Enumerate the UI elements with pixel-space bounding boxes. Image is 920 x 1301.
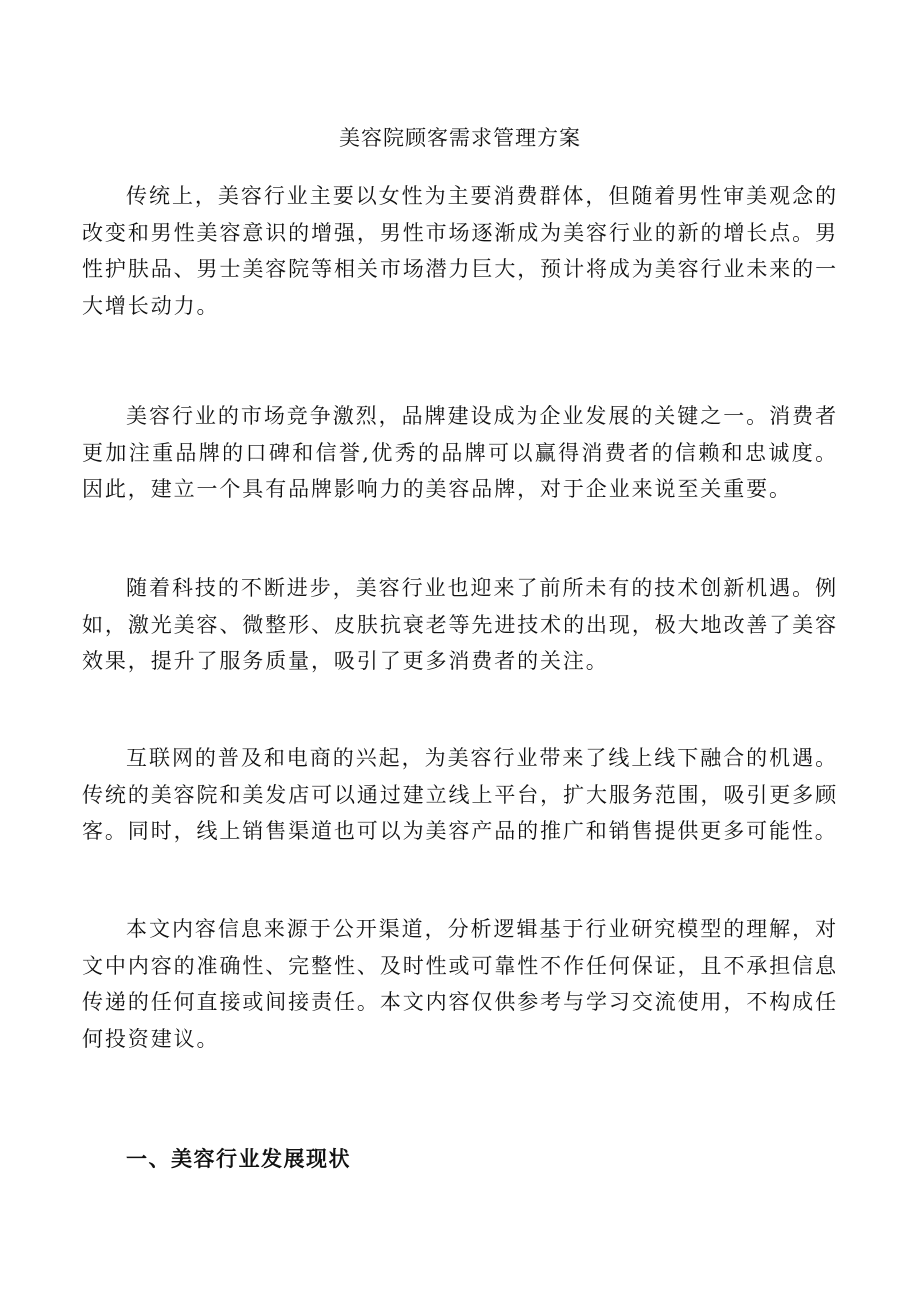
paragraph-technology-innovation: 随着科技的不断进步，美容行业也迎来了前所未有的技术创新机遇。例如，激光美容、微整形、皮肤抗衰老等先进技术的出现，极大地改善了美容效果，提升了服务质量，吸引了更多消费者的关注。 (82, 576, 838, 673)
paragraph-online-offline: 互联网的普及和电商的兴起，为美容行业带来了线上线下融合的机遇。传统的美容院和美发店可以通过建立线上平台，扩大服务范围，吸引更多顾客。同时，线上销售渠道也可以为美容产品的推广和销售提供更多可能性。 (82, 746, 838, 843)
paragraph-male-market: 传统上，美容行业主要以女性为主要消费群体，但随着男性审美观念的改变和男性美容意识的增强，男性市场逐渐成为美容行业的新的增长点。男性护肤品、男士美容院等相关市场潜力巨大，预计将成为美容行业未来的一大增长动力。 (82, 184, 838, 318)
section-heading: 一、美容行业发展现状 (126, 1146, 351, 1171)
paragraph-brand-building: 美容行业的市场竞争激烈，品牌建设成为企业发展的关键之一。消费者更加注重品牌的口碑和信誉,优秀的品牌可以赢得消费者的信赖和忠诚度。因此，建立一个具有品牌影响力的美容品牌，对于企业来说至关重要。 (82, 404, 838, 501)
page-title: 美容院顾客需求管理方案 (339, 126, 581, 150)
paragraph-disclaimer: 本文内容信息来源于公开渠道，分析逻辑基于行业研究模型的理解，对文中内容的准确性、完整性、及时性或可靠性不作任何保证，且不承担信息传递的任何直接或间接责任。本文内容仅供参考与学习交流使用，不构成任何投资建议。 (82, 917, 838, 1051)
